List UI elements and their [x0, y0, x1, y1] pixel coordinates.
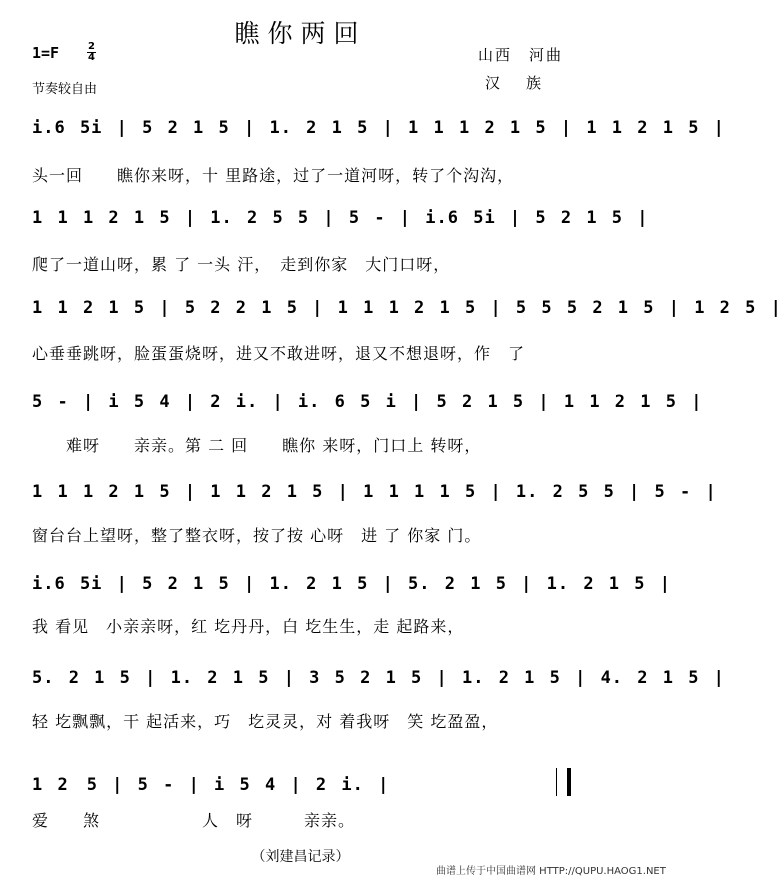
meter-top: 2	[88, 41, 95, 52]
notation-line: 5. 2 1 5 | 1. 2 1 5 | 3 5 2 1 5 | 1. 2 1 5 | 4. 2 1 5 |	[32, 668, 725, 688]
meter-bottom: 4	[88, 52, 95, 63]
transcriber-credit: （刘建昌记录）	[251, 849, 350, 865]
notation-line: i.6 5i | 5 2 1 5 | 1. 2 1 5 | 1 1 1 2 1 5 | 1 1 2 1 5 |	[32, 118, 725, 138]
song-origin: 山西 河曲	[478, 46, 564, 64]
lyric-line: 心垂垂跳呀，脸蛋蛋烧呀，进又不敢进呀，退又不想退呀，作 了	[32, 344, 526, 363]
notation-line: 5 - | i 5 4 | 2 i. | i. 6 5 i | 5 2 1 5 | 1 1 2 1 5 |	[32, 392, 703, 412]
tempo-marking: 节奏较自由	[32, 82, 98, 97]
lyric-line: 窗台台上望呀，整了整衣呀，按了按 心呀 进 了 你家 门。	[32, 526, 482, 545]
lyric-line: 我 看见 小亲亲呀，红 圪丹丹，白 圪生生，走 起路来，	[32, 617, 465, 636]
key-signature: 1=F	[32, 44, 60, 62]
notation-line: 1 2 5 | 5 - | i 5 4 | 2 i. |	[32, 775, 390, 795]
notation-line: i.6 5i | 5 2 1 5 | 1. 2 1 5 | 5. 2 1 5 | 1. 2 1 5 |	[32, 574, 671, 594]
lyric-line: 爱 煞 人 呀 亲亲。	[32, 811, 356, 830]
notation-line: 1 1 1 2 1 5 | 1. 2 5 5 | 5 - | i.6 5i | 5 2 1 5 |	[32, 208, 649, 228]
lyric-line: 难呀 亲亲。第 二 回 瞧你 来呀，门口上 转呀，	[32, 436, 482, 455]
lyric-line: 爬了一道山呀，累 了 一头 汗， 走到你家 大门口呀，	[32, 255, 451, 274]
lyric-line: 轻 圪飘飘，干 起活来，巧 圪灵灵，对 着我呀 笑 圪盈盈，	[32, 712, 499, 731]
final-barline	[556, 768, 571, 796]
site-watermark: 曲谱上传于中国曲谱网 HTTP://QUPU.HAOG1.NET	[436, 866, 666, 877]
notation-line: 1 1 1 2 1 5 | 1 1 2 1 5 | 1 1 1 1 5 | 1. 2 5 5 | 5 - |	[32, 482, 717, 502]
time-signature	[87, 42, 96, 63]
lyric-line: 头一回 瞧你来呀，十 里路途，过了一道河呀，转了个沟沟，	[32, 166, 515, 185]
song-title: 瞧你两回	[234, 19, 367, 48]
song-ethnicity: 汉族	[485, 74, 568, 92]
notation-line: 1 1 2 1 5 | 5 2 2 1 5 | 1 1 1 2 1 5 | 5 5 5 2 1 5 | 1 2 5 |	[32, 298, 782, 318]
